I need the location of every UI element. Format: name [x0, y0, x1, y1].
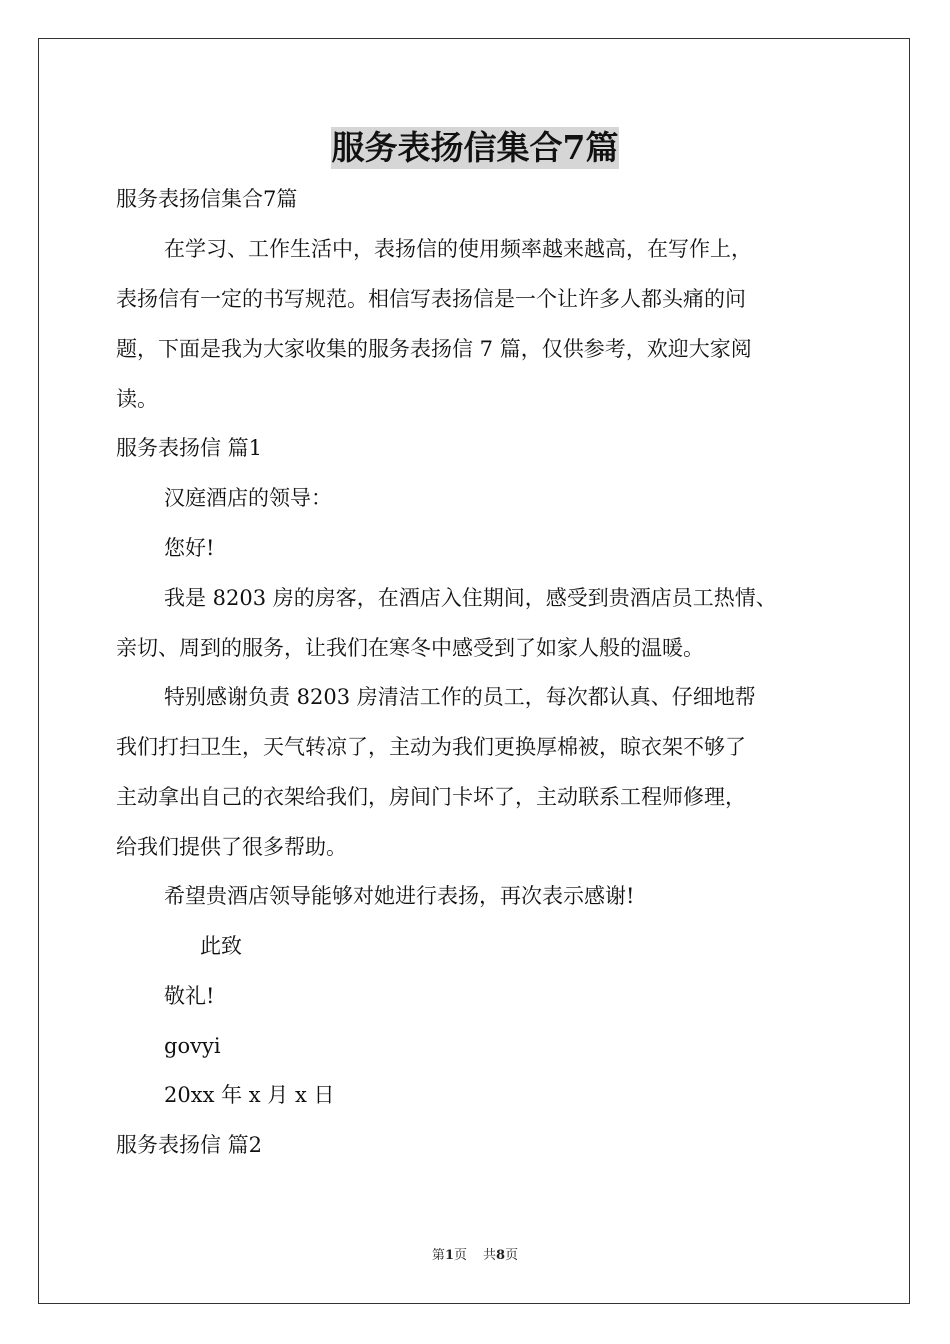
letter-body-line: 特别感谢负责 8203 房清洁工作的员工，每次都认真、仔细地帮: [164, 685, 756, 709]
letter-body-line: 给我们提供了很多帮助。: [116, 835, 347, 859]
footer-page-suffix: 页: [453, 1248, 467, 1263]
letter-salutation: 汉庭酒店的领导：: [164, 486, 332, 510]
letter-body-line: 主动拿出自己的衣架给我们，房间门卡坏了，主动联系工程师修理，: [116, 785, 746, 809]
footer-total-prefix: 共: [483, 1248, 497, 1263]
page-footer: [0, 1247, 950, 1265]
section-heading-2: 服务表扬信 篇2: [116, 1133, 263, 1157]
footer-page-current: 1: [444, 1248, 454, 1263]
letter-date: 20xx 年 x 月 x 日: [164, 1083, 335, 1107]
letter-signature: govyi: [164, 1034, 221, 1058]
intro-paragraph-line: 在学习、工作生活中，表扬信的使用频率越来越高，在写作上，: [164, 237, 752, 261]
footer-page-total: 8: [496, 1248, 506, 1263]
letter-greeting: 您好!: [164, 536, 215, 560]
letter-body-line: 希望贵酒店领导能够对她进行表扬，再次表示感谢!: [164, 884, 635, 908]
section-heading-1: 服务表扬信 篇1: [116, 436, 263, 460]
letter-closing: 此致: [200, 934, 242, 958]
intro-paragraph-line: 表扬信有一定的书写规范。相信写表扬信是一个让许多人都头痛的问: [116, 287, 746, 311]
letter-body-line: 亲切、周到的服务，让我们在寒冬中感受到了如家人般的温暖。: [116, 636, 704, 660]
title-container: [0, 127, 950, 169]
footer-total-suffix: 页: [505, 1248, 519, 1263]
document-subtitle: 服务表扬信集合7篇: [116, 187, 298, 211]
intro-paragraph-line: 题，下面是我为大家收集的服务表扬信 7 篇，仅供参考，欢迎大家阅: [116, 337, 752, 361]
footer-page-prefix: 第: [431, 1248, 445, 1263]
letter-body-line: 我们打扫卫生，天气转凉了，主动为我们更换厚棉被，晾衣架不够了: [116, 735, 746, 759]
letter-regards: 敬礼!: [164, 984, 215, 1008]
document-title: 服务表扬信集合7篇: [331, 128, 619, 167]
page-border: [38, 38, 910, 1304]
letter-body-line: 我是 8203 房的房客，在酒店入住期间，感受到贵酒店员工热情、: [164, 586, 777, 610]
intro-paragraph-line: 读。: [116, 387, 158, 411]
